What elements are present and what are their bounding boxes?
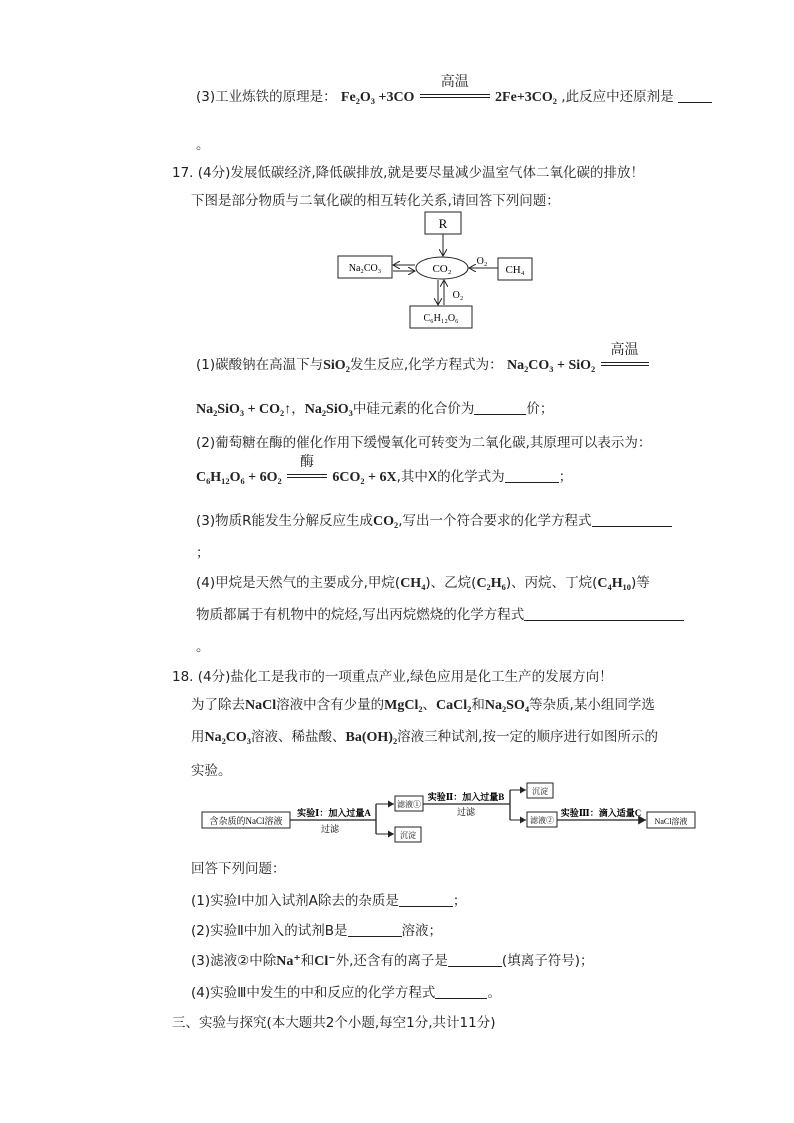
q18-a3-text-c: (填离子符号)； (501, 953, 594, 969)
q16-3-suffix: ,此反应中还原剂是 (561, 89, 674, 105)
q17-4-text-a: (4)甲烷是天然气的主要成分,甲烷( (196, 575, 401, 591)
exp2-label: 实验Ⅱ：加入过量B (427, 792, 505, 802)
filtrate1-label: 滤液① (397, 800, 421, 809)
q18-na2co3: Na₂CO₃ (204, 730, 252, 745)
ch4-label: CH₄ (505, 264, 525, 276)
q18-na2so4: Na₂SO₄ (484, 698, 530, 713)
q17-1-na2sio3: Na₂SiO₃ (304, 402, 353, 417)
o2-right-label: O₂ (476, 256, 488, 267)
q18-a3 (191, 952, 593, 971)
condition-label: 高温 (440, 74, 469, 90)
q16-3-end: 。 (196, 137, 210, 153)
q18-line2 (191, 728, 658, 747)
section-3-title: 三、实验与探究(本大题共2个小题,每空1分,共计11分) (172, 1015, 496, 1031)
q18-a3-na: Na⁺ (276, 954, 301, 969)
q17-2-text-b: ,其中X的化学式为 (396, 469, 505, 485)
q17-2-text-c: ； (558, 469, 573, 485)
q17-1-text-e: 中硅元素的化合价为 (352, 401, 475, 417)
q17-3-end: ； (196, 545, 210, 561)
answer-blank[interactable] (678, 88, 712, 103)
q18-a1-text: (1)实验Ⅰ中加入试剂A除去的杂质是 (191, 893, 399, 909)
q17-1-line1 (196, 342, 650, 375)
q16-3-eq-right: 2Fe+3CO₂ (495, 90, 557, 105)
q18-a2-text: (2)实验Ⅱ中加入的试剂B是 (191, 923, 348, 939)
q17-4-text-b: )、乙烷( (425, 575, 477, 591)
q18-a3-cl: Cl⁻ (314, 954, 336, 969)
q17-4-c4h10: C₄H₁₀ (597, 576, 631, 591)
q18-mgcl2: MgCl₂ (384, 698, 423, 713)
q18-text-d: 和 (471, 697, 485, 713)
condition-label: 酶 (300, 454, 315, 470)
q17-4-line1 (196, 574, 650, 593)
q17-3-text-a: (3)物质R能发生分解反应生成 (196, 513, 374, 529)
q17-2-eq-left: C₆H₁₂O₆ + 6O₂ (196, 470, 282, 485)
co2-relation-diagram (330, 208, 540, 330)
q18-text-f: 用 (191, 729, 205, 745)
exp1-label: 实验Ⅰ：加入过量A (297, 808, 371, 818)
q17-4-ch4: CH₄ (400, 576, 426, 591)
q18-a1-end: ； (452, 893, 467, 909)
q18-line3: 实验。 (191, 763, 232, 779)
q18-a1 (191, 892, 466, 910)
q17-2-eq-right: 6CO₂ + 6X (332, 470, 397, 485)
q17-2-text: (2)葡萄糖在酶的催化作用下缓慢氧化可转变为二氧化碳,其原理可以表示为： (196, 435, 652, 451)
q18-text-h: 溶液三种试剂,按一定的顺序进行如图所示的 (397, 729, 658, 745)
q17-4-text-e: 物质都属于有机物中的烷烃,写出丙烷燃烧的化学方程式 (196, 607, 525, 623)
purification-flow-diagram (200, 782, 700, 844)
q18-a3-text-b: 外,还含有的离子是 (335, 953, 448, 969)
q17-1-eq-left: Na₂CO₃ + SiO₂ (506, 358, 596, 373)
q18-text-c: 、 (422, 697, 437, 713)
q17-1-text-c: ， (291, 401, 305, 417)
q18-a3-and: 和 (300, 953, 315, 969)
o2-bottom-label: O₂ (452, 290, 464, 301)
q17-3-line (196, 512, 672, 531)
co2-label: CO₂ (432, 263, 452, 275)
answer-blank[interactable] (435, 984, 487, 999)
r-label: R (438, 216, 448, 231)
q18-baoh2: Ba(OH)₂ (345, 730, 398, 745)
q17-intro: 下图是部分物质与二氧化碳的相互转化关系,请回答下列问题： (191, 193, 560, 209)
answer-blank[interactable] (474, 400, 526, 415)
q17-4-c2h6: C₂H₆ (476, 576, 506, 591)
q17-4-end: 。 (196, 639, 210, 655)
q18-text-g: 溶液、稀盐酸、 (251, 729, 346, 745)
answer-blank[interactable] (505, 468, 559, 483)
condition-arrow (420, 74, 490, 105)
precip2-label: 沉淀 (532, 787, 548, 796)
condition-arrow (601, 342, 649, 373)
q17-4-line2 (196, 606, 684, 624)
q16-3-line (196, 74, 712, 107)
filter2-label: 过滤 (456, 807, 476, 817)
answer-blank[interactable] (448, 952, 502, 967)
q18-a4-text: (4)实验Ⅲ中发生的中和反应的化学方程式 (191, 985, 436, 1001)
exp3-label: 实验Ⅲ：滴入适量C (560, 808, 642, 818)
c6h12o6-label: C₆H₁₂O₆ (423, 313, 459, 324)
answer-blank[interactable] (348, 922, 402, 937)
q17-heading: 17. (4分)发展低碳经济,降低碳排放,就是要尽量减少温室气体二氧化碳的排放！ (172, 165, 644, 181)
q17-3-co2: CO₂ (373, 514, 399, 529)
q18-a3-text-a: (3)滤液②中除 (191, 953, 277, 969)
end-label: NaCl溶液 (654, 817, 688, 826)
q18-text-a: 为了除去 (191, 697, 245, 713)
q18-heading: 18. (4分)盐化工是我市的一项重点产业,绿色应用是化工生产的发展方向！ (172, 669, 613, 685)
q17-1-line2 (196, 400, 553, 419)
answer-blank[interactable] (524, 606, 684, 621)
q18-a2 (191, 922, 442, 940)
na2co3-label: Na₂CO₃ (348, 263, 382, 274)
q17-4-text-c: )、丙烷、丁烷( (505, 575, 598, 591)
q18-a2-end: 溶液； (401, 923, 443, 939)
q17-1-text-a: (1)碳酸钠在高温下与 (196, 357, 324, 373)
answer-blank[interactable] (592, 512, 672, 527)
condition-arrow (287, 454, 327, 485)
q18-a4 (191, 984, 501, 1002)
answer-blank[interactable] (399, 892, 453, 907)
q17-1-sio2: SiO₂ (323, 358, 350, 373)
q17-4-text-d: )等 (630, 575, 650, 591)
q16-3-eq-left: Fe₂O₃ +3CO (340, 90, 415, 105)
filtrate2-label: 滤液② (530, 816, 554, 825)
filter1-label: 过滤 (320, 824, 340, 834)
q18-a4-end: 。 (487, 985, 501, 1001)
q18-answer-intro: 回答下列问题： (191, 861, 286, 877)
q17-1-text-b: 发生反应,化学方程式为： (349, 357, 503, 373)
q18-line1 (191, 696, 655, 715)
q17-1-eq-right: Na₂SiO₃ + CO₂↑ (196, 402, 292, 417)
q18-cacl2: CaCl₂ (436, 698, 472, 713)
q16-3-prefix: (3)工业炼铁的原理是： (196, 89, 337, 105)
q17-2-line2 (196, 454, 573, 487)
start-label: 含杂质的NaCl溶液 (209, 816, 283, 826)
condition-label: 高温 (610, 342, 639, 358)
q18-text-b: 溶液中含有少量的 (276, 697, 385, 713)
q18-nacl: NaCl (245, 698, 277, 713)
q17-1-text-f: 价； (526, 401, 554, 417)
precip1-label: 沉淀 (400, 831, 416, 840)
q17-3-text-b: ,写出一个符合要求的化学方程式 (398, 513, 592, 529)
q18-text-e: 等杂质,某小组同学选 (529, 697, 655, 713)
